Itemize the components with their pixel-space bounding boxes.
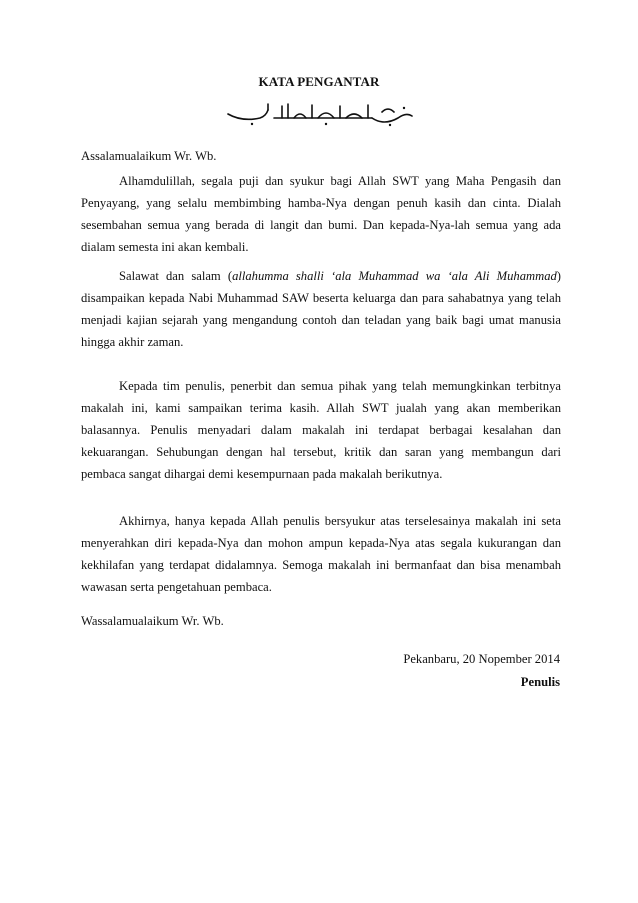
page-title: KATA PENGANTAR [258, 74, 380, 89]
text-line: menyerahkan diri kepada-Nya dan mohon ampun kepada-Nya atas segala kukurangan dan [81, 536, 561, 550]
text-line: makalah ini, kami sampaikan terima kasih. Allah SWT jualah yang akan memberikan [81, 401, 561, 415]
italic-prayer: allahumma shalli ‘ala Muhammad wa ‘ala Ali Muhammad [232, 269, 557, 283]
text-line [119, 269, 561, 291]
text-line: disampaikan kepada Nabi Muhammad SAW beserta keluarga dan para sahabatnya yang telah [81, 291, 561, 305]
text-line: kekuarangan. Sehubungan dengan hal tersebut, kritik dan saran yang membangun dari [81, 445, 561, 459]
text-line: Penyayang, yang selalu membimbing hamba-Nya dengan penuh kasih dan cinta. Dialah [81, 196, 561, 210]
text-line: sesembahan semua yang berada di langit dan bumi. Dan kepada-Nya-lah semua yang ada [81, 218, 561, 232]
text-span: ) [556, 269, 561, 283]
closing: Wassalamualaikum Wr. Wb. [81, 614, 224, 628]
letter-body [81, 0, 561, 903]
text-line: Alhamdulillah, segala puji dan syukur bagi Allah SWT yang Maha Pengasih dan [119, 174, 561, 188]
text-span: Salawat dan salam ( [119, 269, 233, 283]
greeting: Assalamualaikum Wr. Wb. [81, 149, 217, 163]
text-line: dialam semesta ini akan kembali. [81, 240, 249, 254]
text-line: menjadi kajian sejarah yang mengandung contoh dan teladan yang baik bagi umat manusia [81, 313, 561, 327]
author-signature: Penulis [520, 675, 560, 689]
text-line: balasannya. Penulis menyadari dalam makalah ini terdapat berbagai kesalahan dan [81, 423, 561, 437]
text-line: Akhirnya, hanya kepada Allah penulis bersyukur atas terselesainya makalah ini seta [119, 514, 561, 528]
text-line: kekhilafan yang terdapat didalamnya. Semoga makalah ini bermanfaat dan bisa menambah [81, 558, 561, 572]
text-line: pembaca sangat dihargai demi kesempurnaan pada makalah berikutnya. [81, 467, 443, 481]
place-date: Pekanbaru, 20 Nopember 2014 [403, 652, 560, 666]
text-line: hingga akhir zaman. [81, 335, 184, 349]
text-line: Kepada tim penulis, penerbit dan semua pihak yang telah memungkinkan terbitnya [119, 379, 561, 393]
text-line: wawasan serta pengetahuan pembaca. [81, 580, 272, 594]
